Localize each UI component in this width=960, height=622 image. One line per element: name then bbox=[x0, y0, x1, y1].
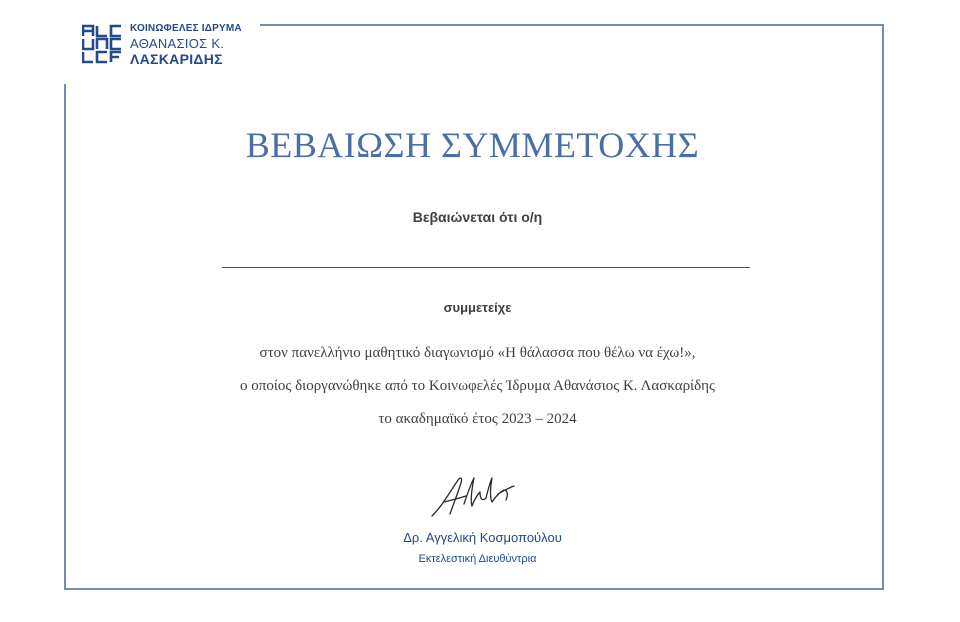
body-line-1: στον πανελλήνιο μαθητικό διαγωνισμό «Η θάλασσα που θέλω να έχω!», bbox=[259, 345, 696, 361]
signatory-role: Εκτελεστική Διευθύντρια bbox=[418, 553, 537, 565]
certify-text: Βεβαιώνεται ότι ο/η bbox=[412, 209, 543, 225]
signatory-name: Δρ. Αγγελική Κοσμοπούλου bbox=[403, 530, 562, 545]
logo-line-1: ΚΟΙΝΩΦΕΛΕΣ ΙΔΡΥΜΑ bbox=[130, 23, 242, 34]
logo-mark-icon bbox=[82, 24, 122, 64]
logo-line-3: ΛΑΣΚΑΡΙΔΗΣ bbox=[130, 51, 223, 67]
logo-line-2: ΑΘΑΝΑΣΙΟΣ Κ. bbox=[130, 36, 225, 51]
body-line-2: ο οποίος διοργανώθηκε από το Κοινωφελές Ίδρυμα Αθανάσιος Κ. Λασκαρίδης bbox=[240, 378, 715, 394]
logo-wordmark bbox=[130, 24, 242, 66]
name-blank-line bbox=[222, 267, 750, 268]
signature-icon bbox=[428, 470, 518, 522]
participated-text: συμμετείχε bbox=[443, 300, 512, 315]
certificate-title: ΒΕΒΑΙΩΣΗ ΣΥΜΜΕΤΟΧΗΣ bbox=[245, 125, 700, 165]
body-line-3: το ακαδημαϊκό έτος 2023 – 2024 bbox=[378, 411, 577, 427]
foundation-logo bbox=[82, 24, 242, 66]
